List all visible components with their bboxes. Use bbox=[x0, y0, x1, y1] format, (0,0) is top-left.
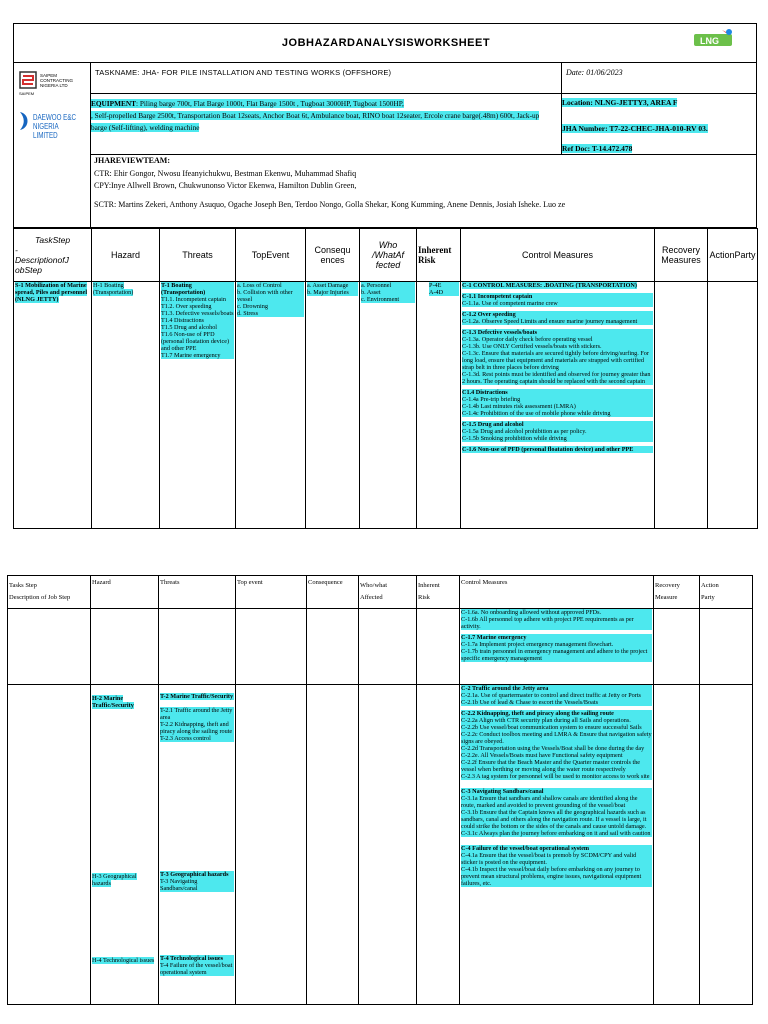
consequence-item: a. Asset Damage bbox=[307, 282, 358, 289]
saipem-line-3: NIGERIA LTD bbox=[40, 83, 68, 88]
who-item: c. Environment bbox=[361, 296, 415, 303]
top-event-item: d. Stress bbox=[237, 310, 304, 317]
col2-action bbox=[700, 576, 753, 609]
control-item: C-1.7b train personnel in emergency management and adhere to the project specific emergency management bbox=[461, 648, 652, 662]
col-consequences-l1: Consequ bbox=[314, 245, 351, 255]
equipment-row bbox=[91, 94, 757, 155]
control-item: C-2.2a Align with CTR security plan during all Sails and operations. bbox=[461, 717, 652, 724]
hazard-cell bbox=[92, 282, 160, 529]
col-inherent-risk bbox=[417, 229, 461, 282]
col2-recovery-l1: Recovery bbox=[655, 582, 680, 589]
action-party-cell bbox=[708, 282, 758, 529]
col2-action-l1: Action bbox=[701, 582, 719, 589]
page-title: JOBHAZARDANALYSISWORKSHEET bbox=[281, 37, 491, 49]
col-consequences bbox=[306, 229, 360, 282]
col2-control: Control Measures bbox=[460, 576, 654, 609]
control-group-title: C-1.7 Marine emergency bbox=[461, 634, 652, 641]
hazard3-text: H-3 Geographical hazards bbox=[92, 873, 137, 887]
hazard-table-1 bbox=[13, 228, 758, 529]
threats-cell bbox=[159, 609, 236, 685]
review-team-label: JHAREVIEWTEAM: bbox=[94, 156, 171, 165]
threat-item: T1.7 Marine emergency bbox=[161, 352, 234, 359]
col2-who bbox=[359, 576, 417, 609]
col2-threats: Threats bbox=[159, 576, 236, 609]
control-item: C-1.3a. Operator daily check before operating vessel bbox=[462, 336, 653, 343]
threat-item: T1.1. Incompetent captain bbox=[161, 296, 234, 303]
who-item: b. Asset bbox=[361, 289, 415, 296]
saipem-line-2: CONTRACTING bbox=[40, 78, 73, 83]
threat-item: T-2.3 Access control bbox=[160, 735, 234, 742]
hazard2-text: H-2 Marine Traffic/Security bbox=[92, 695, 134, 709]
control-group-title: C-1.1 Incompetent captain bbox=[462, 293, 653, 300]
control-item: C-2.1b Use of lead & Chase to escort the Vessels/Boats bbox=[461, 699, 652, 706]
threat-item: T-2.2 Kidnapping, theft and piracy along the sailing route bbox=[160, 721, 233, 735]
hazard-table-2 bbox=[7, 575, 753, 1005]
col2-inherent-l2: Risk bbox=[418, 594, 430, 601]
task-name-row bbox=[91, 63, 757, 94]
control-item: C-2.2b Use vessel/boat communication system to ensure successful Sails bbox=[461, 724, 652, 731]
svg-text:LNG: LNG bbox=[700, 36, 719, 46]
review-cpy: CPY:Inye Allwell Brown, Chukwunonso Victor Ekenwa, Hamilton Dublin Green, bbox=[94, 181, 357, 190]
hazard-cell bbox=[91, 609, 159, 685]
risk-item: A-4D bbox=[429, 289, 459, 296]
threat-item: T-4 Failure of the vessel/boat operational system bbox=[160, 962, 233, 976]
control-group-title: C-1.5 Drug and alcohol bbox=[462, 421, 653, 428]
control-title: C-1 CONTROL MEASURES: .BOATING (TRANSPORTATION) bbox=[462, 282, 637, 289]
control-item: C-2.2e. All Vessels/Boats must have Functional safety equipment bbox=[461, 752, 652, 759]
control-item: C-1.3d. Rest points must be identified and observed for journey greater than 2 hours. The operating captain should be replaced with the second captain bbox=[462, 371, 653, 385]
col-who bbox=[360, 229, 417, 282]
logos-cell bbox=[13, 63, 91, 228]
control-item: C-3.1b Ensure that the Captain knows all the geographical hazards such as sandbars, canal and others along the navigation route. If a vessel is large, it could strike the bottom or the sides of the canals and cause untold damage. bbox=[461, 809, 652, 830]
control-item: C-1.3c. Ensure that materials are secured tightly before driving/surfing. For long load, ensure that equipment and materials are strapped with certified strap belt in three places before driving bbox=[462, 350, 653, 371]
control-item: C-1.7a Implement project emergency management flowchart. bbox=[461, 641, 652, 648]
control-item: C-2.3 A tag system for personnel will be used to monitor access to work site bbox=[461, 773, 652, 780]
location-cell bbox=[561, 94, 757, 155]
control-item: C-1.4c Prohibition of the use of mobile phone while driving bbox=[462, 410, 653, 417]
col-control: Control Measures bbox=[461, 229, 655, 282]
col2-consequence: Consequence bbox=[307, 576, 359, 609]
risk-item: P-4E bbox=[429, 282, 459, 289]
consequence-cell bbox=[306, 282, 360, 529]
col-who-l2: /WhatAf bbox=[371, 250, 404, 260]
control-measures-cell bbox=[460, 685, 654, 1005]
col2-recovery-l2: Measure bbox=[655, 594, 678, 601]
col-recovery-l1: Recovery bbox=[661, 245, 700, 255]
action-party-cell bbox=[700, 685, 753, 1005]
control-item: C-1.4a Pre-trip briefing bbox=[462, 396, 653, 403]
brand-logo-icon bbox=[692, 28, 736, 50]
task-name: TASKNAME: JHA- FOR PILE INSTALLATION AND TESTING WORKS (OFFSHORE) bbox=[95, 68, 392, 77]
saipem-name bbox=[40, 73, 73, 88]
col-task-step-l1: TaskStep bbox=[34, 235, 71, 245]
task-step-cell bbox=[14, 282, 92, 529]
col2-top-event: Top event bbox=[236, 576, 307, 609]
jha-number: JHA Number: T7-22-CHEC-JHA-010-RV 03. bbox=[562, 124, 708, 133]
threat-item: T1.3. Defective vessels/boats bbox=[161, 310, 234, 317]
control-measures-cell bbox=[461, 282, 655, 529]
inherent-risk-cell bbox=[417, 609, 460, 685]
equipment-text bbox=[91, 98, 555, 134]
daewoo-line-2: NIGERIA LIMITED bbox=[33, 122, 59, 140]
col2-task-step-l2: Description of Job Step bbox=[9, 594, 71, 601]
threat-item: T1.4 Distractions bbox=[161, 317, 234, 324]
control-group-title: C-2.2 Kidnapping, theft and piracy along the sailing route bbox=[461, 710, 652, 717]
control-item: C-2.2c Conduct toolbox meeting and LMRA & Ensure that navigation safety signs are obeyed. bbox=[461, 731, 652, 745]
control-group-title: C-3 Navigating Sandbars/canal bbox=[461, 788, 652, 795]
control-item: C-1.6a. No onboarding allowed without approved PFDs. bbox=[461, 609, 652, 616]
threats-cell bbox=[159, 685, 236, 1005]
control-item: C-3.1a Ensure that sandbars and shallow canals are identified along the route, marked and avoided to prevent grounding of the vessel/boat bbox=[461, 795, 652, 809]
threat-title: T-1 Boating (Transportation) bbox=[161, 282, 234, 296]
top-event-item: b. Collision with other vessel bbox=[237, 289, 304, 303]
threat-item: T-3 Navigating Sandbars/canal bbox=[160, 878, 234, 892]
top-event-cell bbox=[236, 685, 307, 1005]
control-item: C-3.1c Always plan the journey before embarking on it and sail with caution bbox=[461, 830, 651, 837]
col2-task-step-l1: Tasks Step bbox=[9, 582, 37, 589]
review-team bbox=[94, 155, 754, 211]
inherent-risk-cell bbox=[417, 685, 460, 1005]
threat-title: T-2 Marine Traffic/Security bbox=[160, 693, 234, 700]
task-step-cell bbox=[8, 609, 91, 685]
task-step-cell bbox=[8, 685, 91, 1005]
threat-title: T-3 Geographical hazards bbox=[160, 871, 234, 878]
col-task-step-l3: DescriptionofJ bbox=[15, 255, 69, 265]
control-item: C-2.1a. Use of quartermaster to control and direct traffic at Jetty or Ports bbox=[461, 692, 652, 699]
review-team-row bbox=[91, 155, 757, 228]
threat-item: T-2.1 Traffic around the Jetty area bbox=[160, 707, 233, 721]
threats-cell bbox=[160, 282, 236, 529]
daewoo-name bbox=[33, 113, 77, 140]
col2-recovery bbox=[654, 576, 700, 609]
hazard-text: H-1 Boating (Transportation) bbox=[93, 282, 134, 296]
threat-item: T1.2. Over speeding bbox=[161, 303, 234, 310]
who-affected-cell bbox=[359, 609, 417, 685]
control-item: C-1.4b Last minutes risk assessment (LMRA) bbox=[462, 403, 653, 410]
col-who-l3: fected bbox=[375, 260, 401, 270]
ref-doc: Ref Doc: T-14.472.478 bbox=[562, 144, 633, 153]
top-event-cell bbox=[236, 282, 306, 529]
control-group-title: C-4 Failure of the vessel/boat operational system bbox=[461, 845, 652, 852]
col-inherent-l2: Risk bbox=[418, 255, 436, 265]
control-item: C-1.2a. Observe Speed Limits and ensure marine journey management bbox=[462, 318, 653, 325]
location-text: Location: NLNG-JETTY3, AREA F bbox=[562, 98, 678, 107]
consequence-item: b. Major Injuries bbox=[307, 289, 358, 296]
col2-inherent-l1: Inherent bbox=[418, 582, 440, 589]
who-affected-cell bbox=[359, 685, 417, 1005]
control-item: C-1.6b All personnel top adhere with project PPE requirements as per activity. bbox=[461, 616, 652, 630]
saipem-line-1: SAIPEM bbox=[40, 73, 58, 78]
saipem-logo-icon bbox=[19, 71, 37, 89]
control-group-title: C-2 Traffic around the Jetty area bbox=[461, 685, 652, 692]
col-threats: Threats bbox=[160, 229, 236, 282]
control-item: C-2.2f Ensure that the Beach Master and the Quarter master controls the vessel when berthing or moving along the water route respectively bbox=[461, 759, 652, 773]
col-recovery-l2: Measures bbox=[661, 255, 701, 265]
date-cell bbox=[561, 63, 757, 94]
control-item: C-2.2d Transportation using the Vessels/Boat shall be done during the day bbox=[461, 745, 652, 752]
col-top-event: TopEvent bbox=[236, 229, 306, 282]
col-action-party: ActionParty bbox=[708, 229, 758, 282]
top-event-item: c. Drowning bbox=[237, 303, 304, 310]
hazard4-text: H-4 Technological issues bbox=[92, 957, 155, 964]
control-item: C-4.1a Ensure that the vessel/boat is premob by SCDM/CPY and valid sticker is posted on the equipment. bbox=[461, 852, 652, 866]
control-item: C-1.1a. Use of competent marine crew bbox=[462, 300, 653, 307]
recovery-cell bbox=[654, 685, 700, 1005]
col-task-step-l4: obStep bbox=[15, 265, 42, 275]
control-item: C-4.1b Inspect the vessel/boat daily before embarking on any journey to prevent mean structural problems, engine issues, navigational equipment failures, etc. bbox=[461, 866, 652, 887]
control-measures-cell bbox=[460, 609, 654, 685]
control-group-title: C1.4 Distractions bbox=[462, 389, 653, 396]
col2-task-step bbox=[8, 576, 91, 609]
daewoo-line-1: DAEWOO E&C bbox=[33, 113, 76, 122]
col-who-l1: Who bbox=[378, 240, 398, 250]
who-item: a. Personnel bbox=[361, 282, 415, 289]
col2-inherent bbox=[417, 576, 460, 609]
top-event-cell bbox=[236, 609, 307, 685]
col-task-step bbox=[14, 229, 92, 282]
consequence-cell bbox=[307, 609, 359, 685]
table-row bbox=[14, 282, 758, 529]
threat-item: T1.6 Non-use of PFD (personal floatation device) and other PPE bbox=[161, 331, 234, 352]
review-ctr: CTR: Ehir Gongor, Nwosu Ifeanyichukwu, Bestman Ekenwu, Muhammad Shafiq bbox=[94, 168, 357, 178]
top-event-item: a. Loss of Control bbox=[237, 282, 304, 289]
control-item: C-1.5a Drug and alcohol prohibition as per policy. bbox=[462, 428, 653, 435]
control-group-title: C-1.6 Non-use of PFD (personal floatation device) and other PPE bbox=[462, 446, 653, 453]
recovery-cell bbox=[655, 282, 708, 529]
equipment-list-2: , Self-propelled Barge 2500t, Transportation Boat 12seats, Anchor Boat 6t, Ambulance boat, RINO boat 12seater, Ercole crane barge(.48m) 600t, Jack-up barge (Self-lifting), welding machine bbox=[91, 111, 540, 132]
recovery-cell bbox=[654, 609, 700, 685]
consequence-cell bbox=[307, 685, 359, 1005]
task-step-text: S-1 Mobilization of Marine spread, Piles and personnel (NLNG JETTY) bbox=[15, 282, 88, 303]
threat-item: T1.5 Drug and alcohol bbox=[161, 324, 234, 331]
worksheet-page-1 bbox=[13, 23, 757, 528]
col2-hazard: Hazard bbox=[91, 576, 159, 609]
control-item: C-1.5b Smoking prohibition while driving bbox=[462, 435, 653, 442]
review-sctr: SCTR: Martins Zekeri, Anthony Asuquo, Ogache Joseph Ben, Terdoo Nongo, Golla Shekar, Kong Kumming, Anene Dennis, Josiah Isheke. Luo ze bbox=[94, 199, 566, 209]
daewoo-logo-icon bbox=[18, 110, 32, 132]
col2-who-l2: Affected bbox=[360, 594, 383, 601]
col-inherent-l1: Inherent bbox=[418, 245, 452, 255]
date-text: Date: 01/06/2023 bbox=[566, 68, 623, 77]
who-affected-cell bbox=[360, 282, 417, 529]
col-hazard: Hazard bbox=[92, 229, 160, 282]
col2-action-l2: Party bbox=[701, 594, 715, 601]
action-party-cell bbox=[700, 609, 753, 685]
col-recovery bbox=[655, 229, 708, 282]
equipment-label: EQUIPMENT bbox=[91, 99, 136, 108]
hazard-cell bbox=[91, 685, 159, 1005]
control-group-title: C-1.2 Over speeding bbox=[462, 311, 653, 318]
inherent-risk-cell bbox=[417, 282, 461, 529]
title-row bbox=[13, 23, 757, 63]
table-row bbox=[8, 685, 753, 1005]
control-group-title: C-1.3 Defective vessels/boats bbox=[462, 329, 653, 336]
threat-title: T-4 Technological issues bbox=[160, 955, 234, 962]
control-item: C-1.3b. Use ONLY Certified vessels/boats with stickers. bbox=[462, 343, 653, 350]
equipment-list: : Piling barge 700t, Flat Barge 1000t, Flat Barge 1500t , Tugboat 3000HP, Tugboat 1500HP, bbox=[136, 99, 404, 108]
col-task-step-l2: - bbox=[15, 245, 18, 255]
col2-who-l1: Who/what bbox=[360, 582, 388, 589]
table-row bbox=[8, 609, 753, 685]
col-consequences-l2: ences bbox=[320, 255, 345, 265]
saipem-sub: SAIPEM bbox=[19, 91, 35, 96]
